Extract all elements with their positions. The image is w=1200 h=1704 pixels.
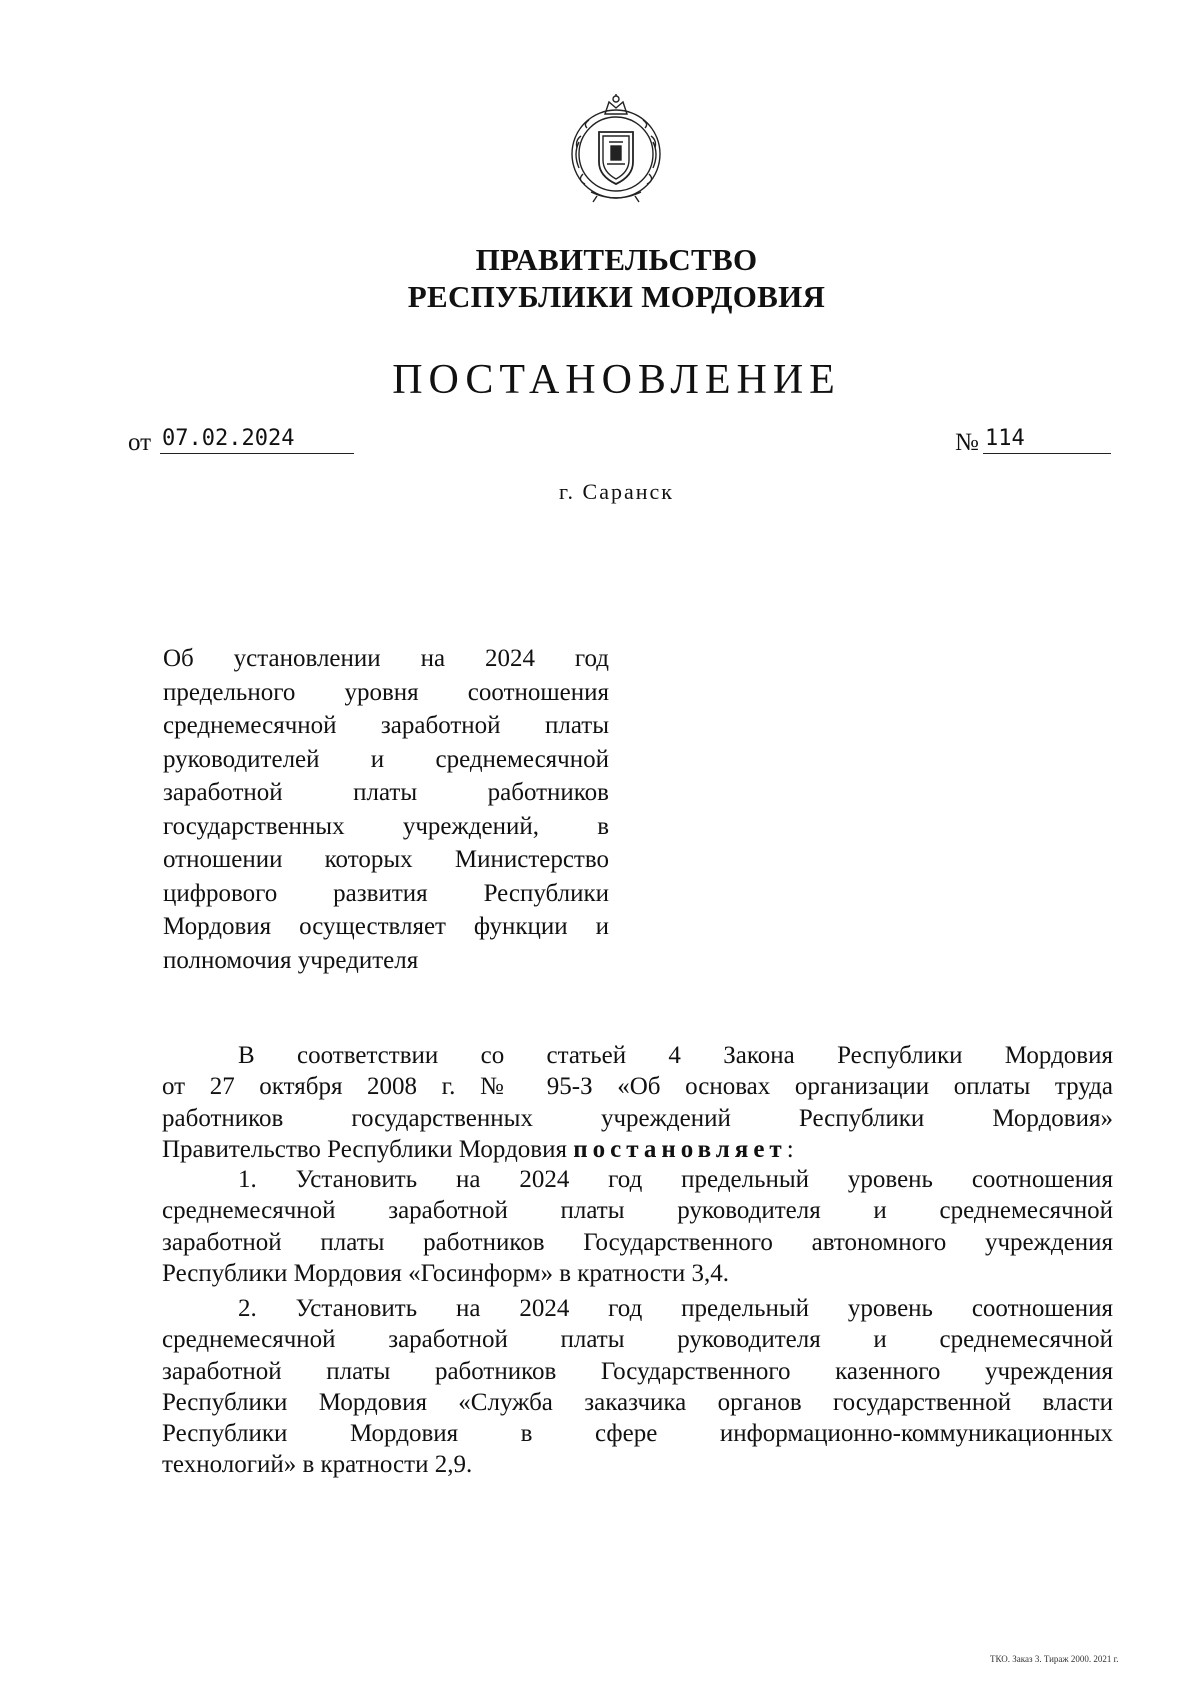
body-line: В соответствии со статьей 4 Закона Республики Мордовия bbox=[238, 1042, 1113, 1069]
colon: : bbox=[786, 1135, 794, 1163]
body-line: от 27 октября 2008 г. № 95-З «Об основах организации оплаты труда bbox=[162, 1073, 1113, 1101]
coat-of-arms-icon bbox=[567, 92, 665, 204]
subject-line: полномочия учредителя bbox=[163, 946, 419, 974]
body-line: 1. Установить на 2024 год предельный уровень соотношения bbox=[238, 1166, 1113, 1193]
date-field: 07.02.2024 bbox=[160, 424, 354, 454]
document-subject bbox=[163, 642, 609, 977]
subject-line: отношении которых Министерство bbox=[163, 846, 609, 873]
body-line: заработной платы работников Государственного казенного учреждения bbox=[162, 1357, 1113, 1385]
subject-line: государственных учреждений, в bbox=[163, 812, 609, 840]
subject-line: цифрового развития Республики bbox=[163, 879, 609, 907]
body-line: Республики Мордовия «Служба заказчика органов государственной власти bbox=[162, 1388, 1113, 1416]
body-line: работников государственных учреждений Республики Мордовия» bbox=[162, 1104, 1113, 1132]
body-line: технологий» в кратности 2,9. bbox=[162, 1451, 473, 1479]
subject-line: Об установлении на 2024 год bbox=[163, 645, 609, 672]
body-line: Республики Мордовия «Госинформ» в кратности 3,4. bbox=[162, 1259, 729, 1287]
city: г. Саранск bbox=[559, 479, 674, 504]
body-line bbox=[162, 1134, 1113, 1165]
preamble-paragraph bbox=[162, 1040, 1113, 1165]
body-line: 2. Установить на 2024 год предельный уровень соотношения bbox=[238, 1295, 1113, 1322]
org-name-line2: РЕСПУБЛИКИ МОРДОВИЯ bbox=[407, 279, 826, 314]
date-label: от bbox=[128, 429, 152, 456]
number-label: № bbox=[955, 429, 979, 456]
government-text: Правительство Республики Мордовия bbox=[162, 1135, 574, 1163]
body-line: Республики Мордовия в сфере информационно-коммуникационных bbox=[162, 1420, 1113, 1448]
body-line: среднемесячной заработной платы руководителя и среднемесячной bbox=[162, 1326, 1113, 1354]
subject-line: среднемесячной заработной платы bbox=[163, 712, 609, 739]
print-info: ТКО. Заказ 3. Тираж 2000. 2021 г. bbox=[990, 1654, 1119, 1664]
body-line: заработной платы работников Государственного автономного учреждения bbox=[162, 1228, 1113, 1256]
subject-line: руководителей и среднемесячной bbox=[163, 745, 609, 773]
subject-line: Мордовия осуществляет функции и bbox=[163, 913, 609, 940]
item-1-paragraph bbox=[162, 1164, 1113, 1289]
decree-word: постановляет bbox=[573, 1135, 787, 1163]
subject-line: предельного уровня соотношения bbox=[163, 678, 609, 706]
document-type: ПОСТАНОВЛЕНИЕ bbox=[392, 357, 841, 403]
number-field: 114 bbox=[983, 424, 1111, 454]
subject-line: заработной платы работников bbox=[163, 779, 609, 806]
item-2-paragraph bbox=[162, 1293, 1113, 1481]
body-line: среднемесячной заработной платы руководителя и среднемесячной bbox=[162, 1197, 1113, 1225]
org-name-line1: ПРАВИТЕЛЬСТВО bbox=[475, 242, 758, 277]
